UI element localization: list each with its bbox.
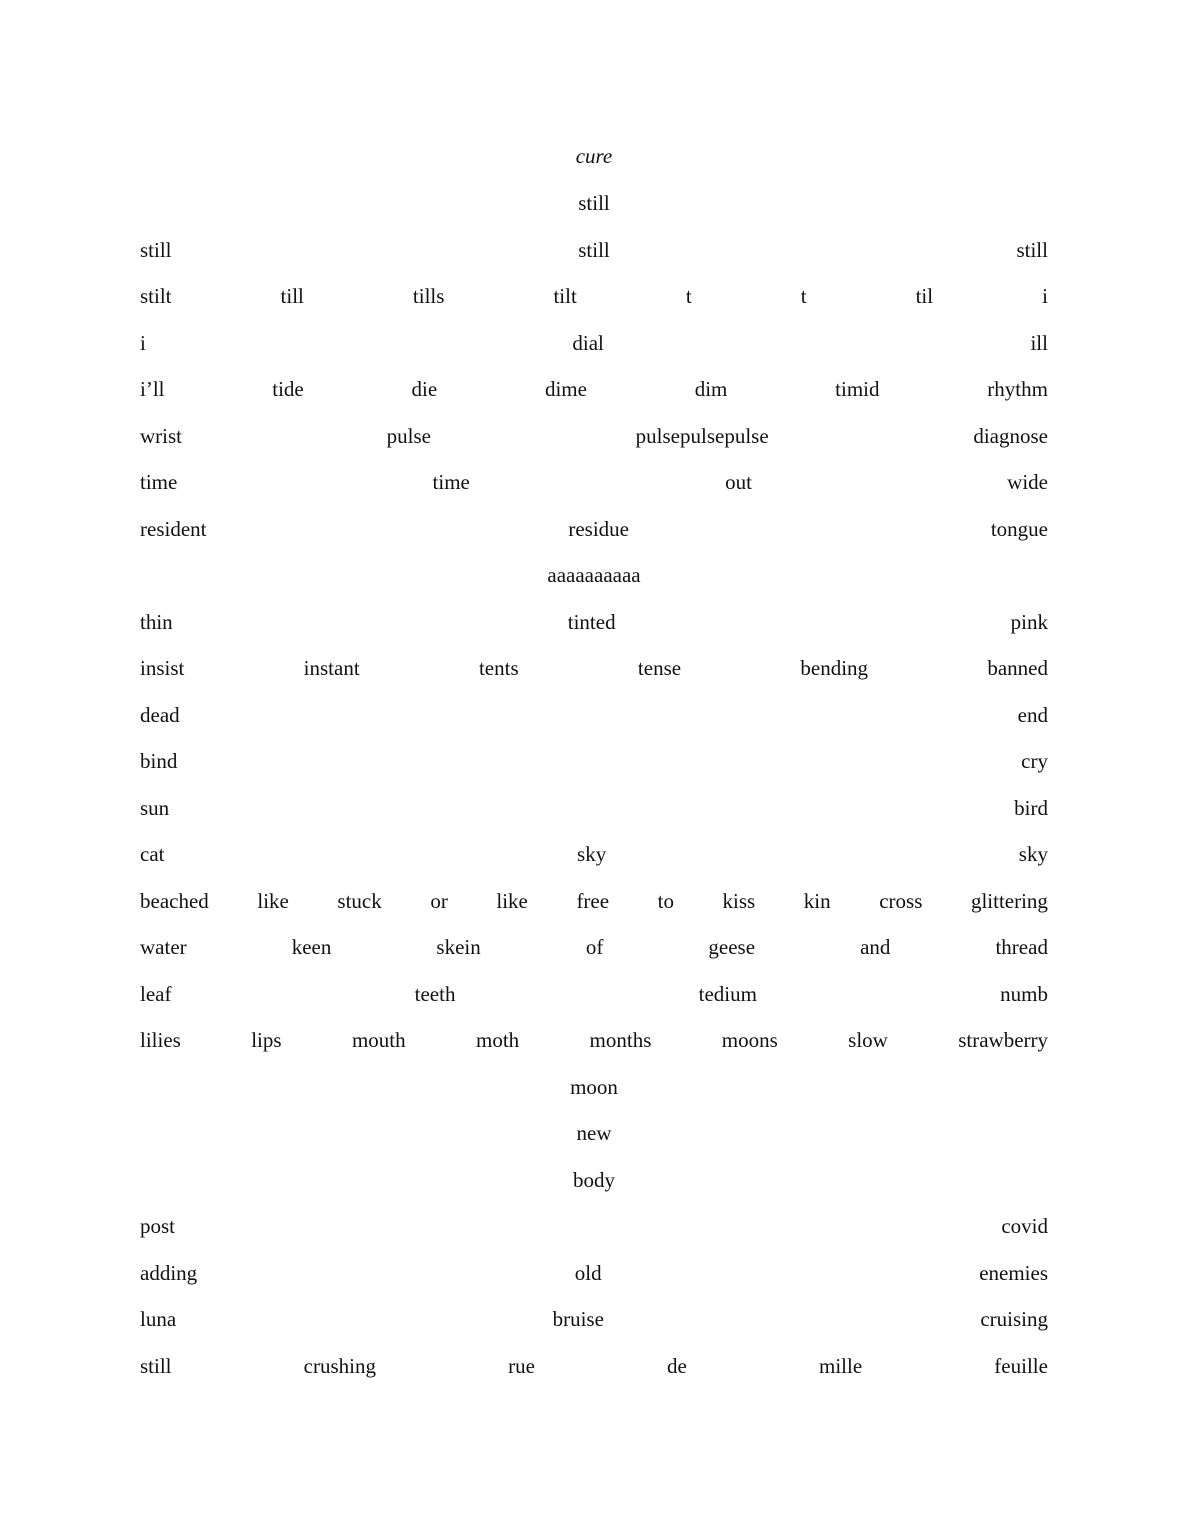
poem-line: [140, 327, 1048, 359]
poem-line: [140, 1071, 1048, 1103]
poem-word: geese: [708, 935, 756, 959]
poem: [140, 140, 1048, 1396]
poem-line: [140, 1303, 1048, 1335]
poem-word: tense: [637, 656, 682, 680]
poem-word: tills: [412, 284, 445, 308]
poem-word: moon: [570, 1074, 618, 1099]
poem-line: [140, 234, 1048, 266]
poem-word: timid: [835, 377, 880, 401]
poem-word: sky: [1018, 842, 1048, 866]
poem-word: to: [657, 888, 674, 913]
poem-word: pulse: [386, 423, 431, 448]
poem-word: bird: [1014, 795, 1048, 820]
poem-word: diagnose: [973, 423, 1048, 448]
poem-line: [140, 699, 1048, 731]
poem-word: post: [140, 1214, 176, 1238]
poem-word: cross: [879, 888, 923, 913]
poem-word: still: [1016, 237, 1048, 262]
poem-word: moth: [475, 1028, 520, 1052]
poem-word: banned: [987, 656, 1048, 680]
poem-line: [140, 838, 1048, 870]
poem-word: bruise: [552, 1307, 604, 1331]
poem-word: time: [140, 470, 178, 494]
poem-word: free: [576, 888, 610, 913]
poem-line: [140, 466, 1048, 498]
poem-word: kin: [803, 888, 831, 913]
poem-word: still: [578, 237, 610, 262]
poem-word: skein: [436, 935, 481, 959]
poem-word: kiss: [722, 888, 756, 913]
poem-word: old: [574, 1260, 602, 1285]
poem-line: [140, 1117, 1048, 1149]
poem-word: luna: [140, 1307, 177, 1331]
poem-word: tongue: [990, 516, 1048, 541]
poem-word: instant: [303, 656, 360, 680]
poem-word: til: [915, 284, 934, 308]
poem-word: strawberry: [958, 1028, 1048, 1052]
poem-word: still: [140, 1353, 172, 1378]
poem-word: crushing: [303, 1353, 376, 1378]
poem-word: i’ll: [140, 377, 165, 401]
poem-line: [140, 280, 1048, 312]
poem-word: residue: [568, 516, 629, 541]
poem-word: enemies: [979, 1260, 1048, 1285]
poem-word: still: [140, 237, 172, 262]
poem-line: [140, 978, 1048, 1010]
poem-word: teeth: [414, 981, 456, 1006]
poem-word: dime: [544, 377, 587, 401]
poem-line: [140, 1210, 1048, 1242]
poem-word: slow: [848, 1028, 888, 1052]
poem-word: lips: [251, 1028, 282, 1052]
poem-word: leaf: [140, 981, 172, 1006]
poem-word: tide: [272, 377, 304, 401]
poem-word: cat: [140, 842, 165, 866]
poem-word: dead: [140, 702, 180, 727]
poem-line: [140, 373, 1048, 405]
poem-word: keen: [291, 935, 332, 959]
poem-word: thread: [995, 935, 1048, 959]
poem-lines: [140, 187, 1048, 1382]
poem-word: feuille: [994, 1353, 1048, 1378]
poem-word: adding: [140, 1260, 198, 1285]
poem-line: [140, 745, 1048, 777]
poem-word: mouth: [351, 1028, 406, 1052]
poem-word: sun: [140, 795, 170, 820]
poem-word: and: [860, 935, 891, 959]
poem-word: numb: [1000, 981, 1048, 1006]
poem-line: [140, 606, 1048, 638]
poem-word: wrist: [140, 423, 182, 448]
poem-line: [140, 1257, 1048, 1289]
poem-word: or: [430, 888, 448, 913]
poem-word: months: [589, 1028, 652, 1052]
poem-word: stilt: [140, 284, 172, 308]
poem-word: aaaaaaaaaa: [547, 563, 641, 587]
poem-word: moons: [721, 1028, 778, 1052]
poem-word: t: [800, 284, 807, 308]
poem-word: insist: [140, 656, 185, 680]
poem-word: like: [257, 888, 289, 913]
poem-word: dial: [572, 330, 604, 355]
poem-title: cure: [575, 144, 613, 168]
poem-word: bind: [140, 749, 178, 773]
poem-line: [140, 513, 1048, 545]
poem-word: stuck: [337, 888, 382, 913]
poem-line: [140, 187, 1048, 219]
poem-line: [140, 1024, 1048, 1056]
poem-word: lilies: [140, 1028, 181, 1052]
poem-word: cruising: [980, 1307, 1048, 1331]
poem-word: pulsepulsepulse: [635, 423, 769, 448]
poem-word: out: [725, 470, 752, 494]
poem-word: end: [1017, 702, 1048, 727]
poem-word: i: [1042, 284, 1048, 308]
poem-word: water: [140, 935, 187, 959]
poem-word: pink: [1010, 609, 1048, 634]
poem-word: thin: [140, 609, 173, 634]
poem-word: tilt: [553, 284, 577, 308]
poem-word: new: [576, 1121, 612, 1145]
poem-word: time: [432, 470, 470, 494]
poem-word: still: [578, 191, 610, 215]
poem-word: tents: [478, 656, 519, 680]
poem-line: [140, 1164, 1048, 1196]
poem-line: [140, 885, 1048, 917]
poem-word: die: [411, 377, 438, 401]
poem-word: mille: [819, 1353, 863, 1378]
poem-word: bending: [800, 656, 869, 680]
poem-word: body: [573, 1167, 615, 1192]
poem-word: covid: [1001, 1214, 1048, 1238]
poem-word: resident: [140, 516, 207, 541]
poem-word: sky: [577, 842, 607, 866]
poem-word: like: [496, 888, 528, 913]
poem-line: [140, 652, 1048, 684]
poem-word: till: [280, 284, 304, 308]
poem-word: t: [685, 284, 692, 308]
poem-line: [140, 931, 1048, 963]
poem-line: [140, 559, 1048, 591]
poem-line: [140, 420, 1048, 452]
poem-word: ill: [1030, 330, 1048, 355]
poem-word: tedium: [698, 981, 757, 1006]
poem-line: [140, 792, 1048, 824]
poem-word: tinted: [567, 609, 616, 634]
poem-word: beached: [140, 888, 209, 913]
poem-word: i: [140, 330, 146, 355]
poem-word: of: [585, 935, 604, 959]
poem-word: cry: [1021, 749, 1048, 773]
poem-word: rue: [508, 1353, 535, 1378]
poem-word: de: [667, 1353, 687, 1378]
poem-word: rhythm: [987, 377, 1048, 401]
poem-line: [140, 1350, 1048, 1382]
poem-word: wide: [1007, 470, 1048, 494]
poem-word: dim: [694, 377, 728, 401]
poem-word: glittering: [970, 888, 1048, 913]
